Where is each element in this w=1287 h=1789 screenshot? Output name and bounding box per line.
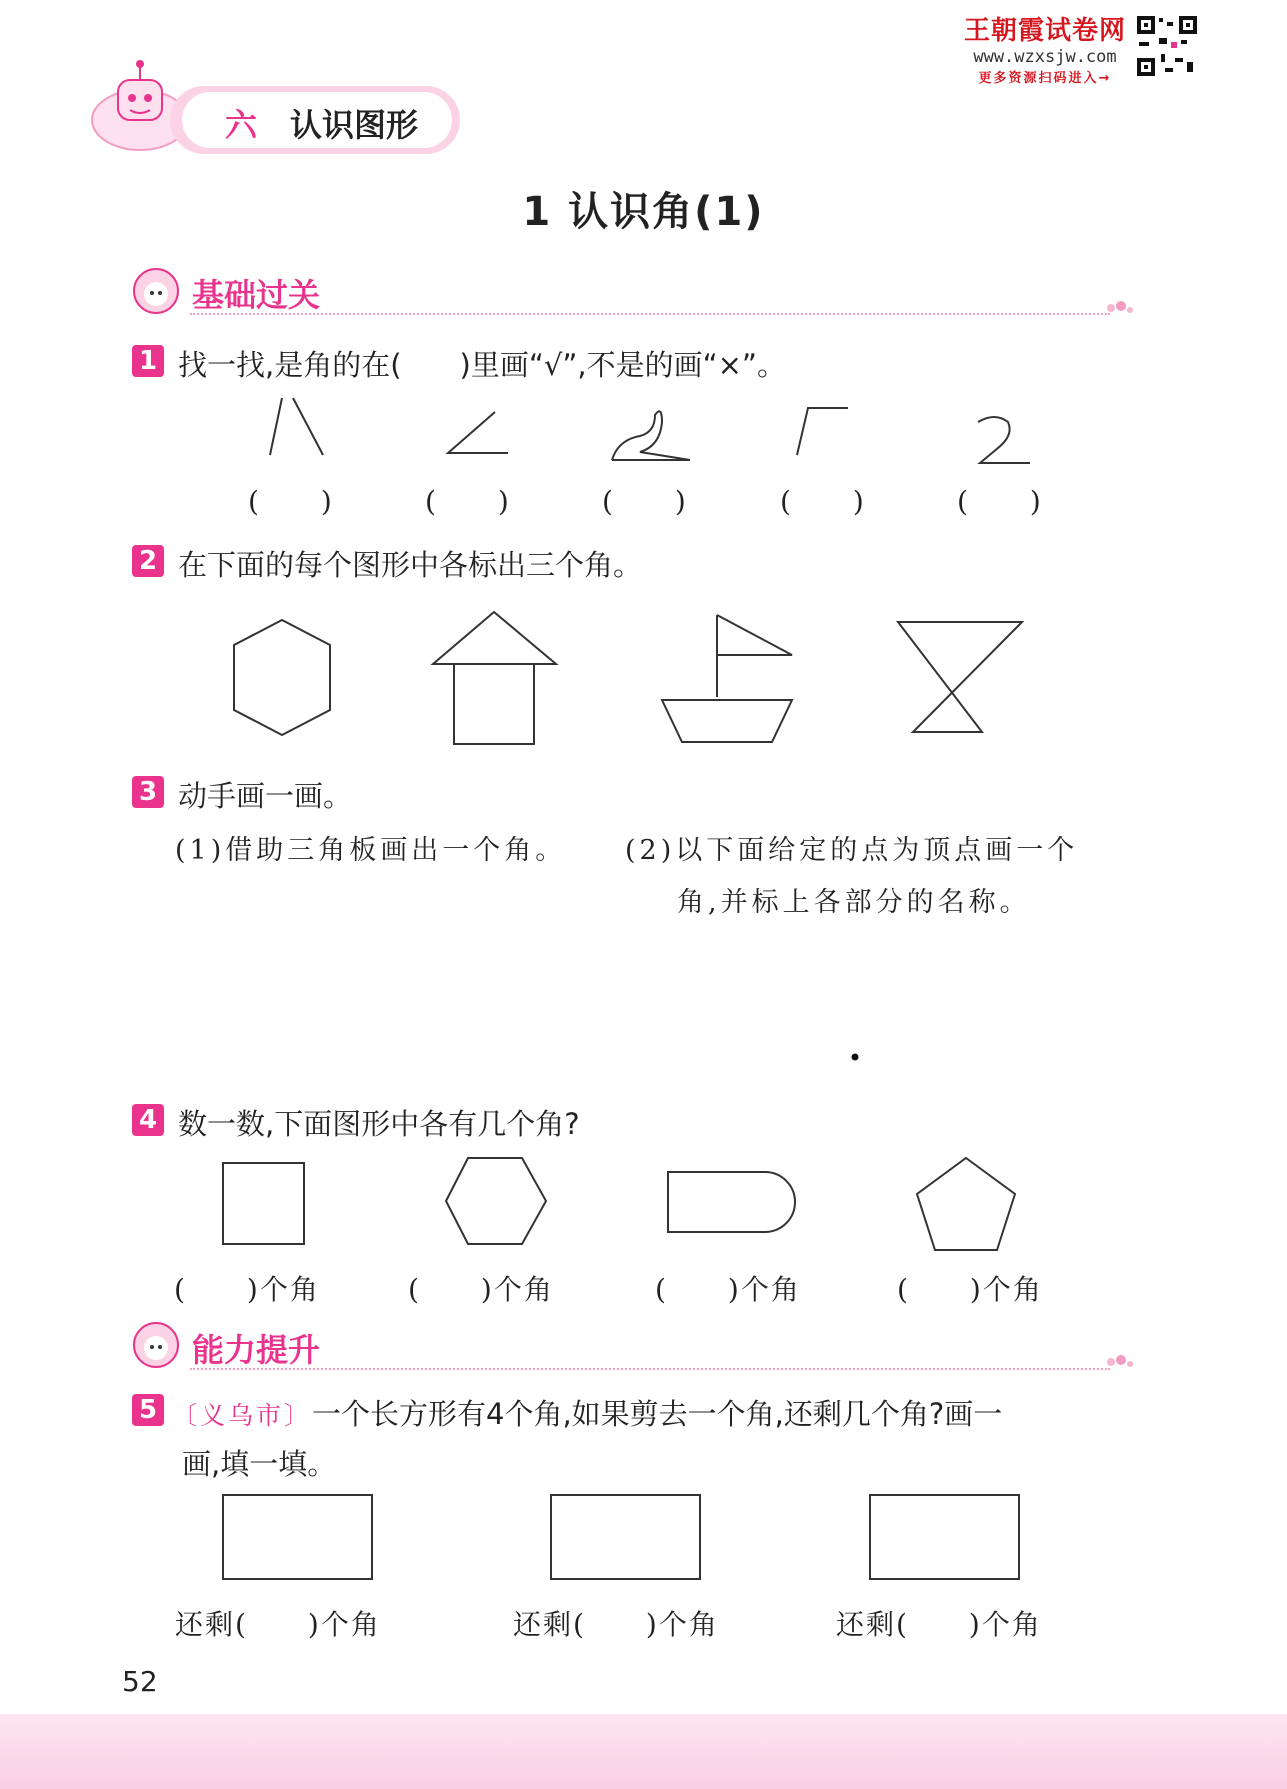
chapter-title: 认识图形 <box>290 106 419 144</box>
chapter-number: 六 <box>225 106 258 144</box>
footer-band <box>0 1714 1287 1789</box>
q3-part-2-line1: (2)以下面给定的点为顶点画一个 <box>625 835 1079 866</box>
question-4-text: 数一数,下面图形中各有几个角? <box>178 1107 580 1141</box>
question-number-2: 2 <box>132 545 164 577</box>
q5-answer-2[interactable]: 还剩( )个角 <box>513 1608 719 1641</box>
page-number: 52 <box>122 1665 158 1698</box>
question-5-line2: 画,填一填。 <box>182 1447 337 1481</box>
q5-answer-1[interactable]: 还剩( )个角 <box>175 1608 381 1641</box>
q1-answer-c[interactable]: ( ) <box>602 485 688 518</box>
q5-rectangle-1 <box>223 1495 372 1579</box>
q1-answer-e[interactable]: ( ) <box>957 485 1043 518</box>
q1-answer-d[interactable]: ( ) <box>780 485 866 518</box>
q4-answer-2[interactable]: ( )个角 <box>408 1273 554 1306</box>
question-number-1: 1 <box>132 345 164 377</box>
question-number-4: 4 <box>132 1104 164 1136</box>
brand-url[interactable]: www.wzxsjw.com <box>973 47 1117 67</box>
q3-part-2-line2: 角,并标上各部分的名称。 <box>677 887 1031 918</box>
section-title-advanced: 能力提升 <box>192 1331 321 1369</box>
q1-answer-a[interactable]: ( ) <box>248 485 334 518</box>
lesson-title: 1 认识角(1) <box>522 189 765 235</box>
brand-tagline: 更多资源扫码进入→ <box>978 71 1112 86</box>
q4-answer-4[interactable]: ( )个角 <box>897 1273 1043 1306</box>
question-number-3: 3 <box>132 776 164 808</box>
region-tag: 〔义乌市〕 <box>172 1401 313 1430</box>
question-5-text: 一个长方形有4个角,如果剪去一个角,还剩几个角?画一 <box>312 1397 1003 1431</box>
question-number-5: 5 <box>132 1394 164 1426</box>
q5-rectangle-2 <box>551 1495 700 1579</box>
section-title-basic: 基础过关 <box>192 276 321 314</box>
q4-answer-1[interactable]: ( )个角 <box>174 1273 320 1306</box>
question-1-text: 找一找,是角的在( )里画“√”,不是的画“×”。 <box>178 348 786 382</box>
q3-part-1: (1)借助三角板画出一个角。 <box>175 835 567 866</box>
q1-answer-b[interactable]: ( ) <box>425 485 511 518</box>
brand-name: 王朝霞试卷网 <box>963 16 1126 46</box>
question-2-text: 在下面的每个图形中各标出三个角。 <box>178 548 643 582</box>
q5-rectangle-3 <box>870 1495 1019 1579</box>
q4-answer-3[interactable]: ( )个角 <box>655 1273 801 1306</box>
question-3-text: 动手画一画。 <box>178 779 353 813</box>
q5-answer-3[interactable]: 还剩( )个角 <box>836 1608 1042 1641</box>
